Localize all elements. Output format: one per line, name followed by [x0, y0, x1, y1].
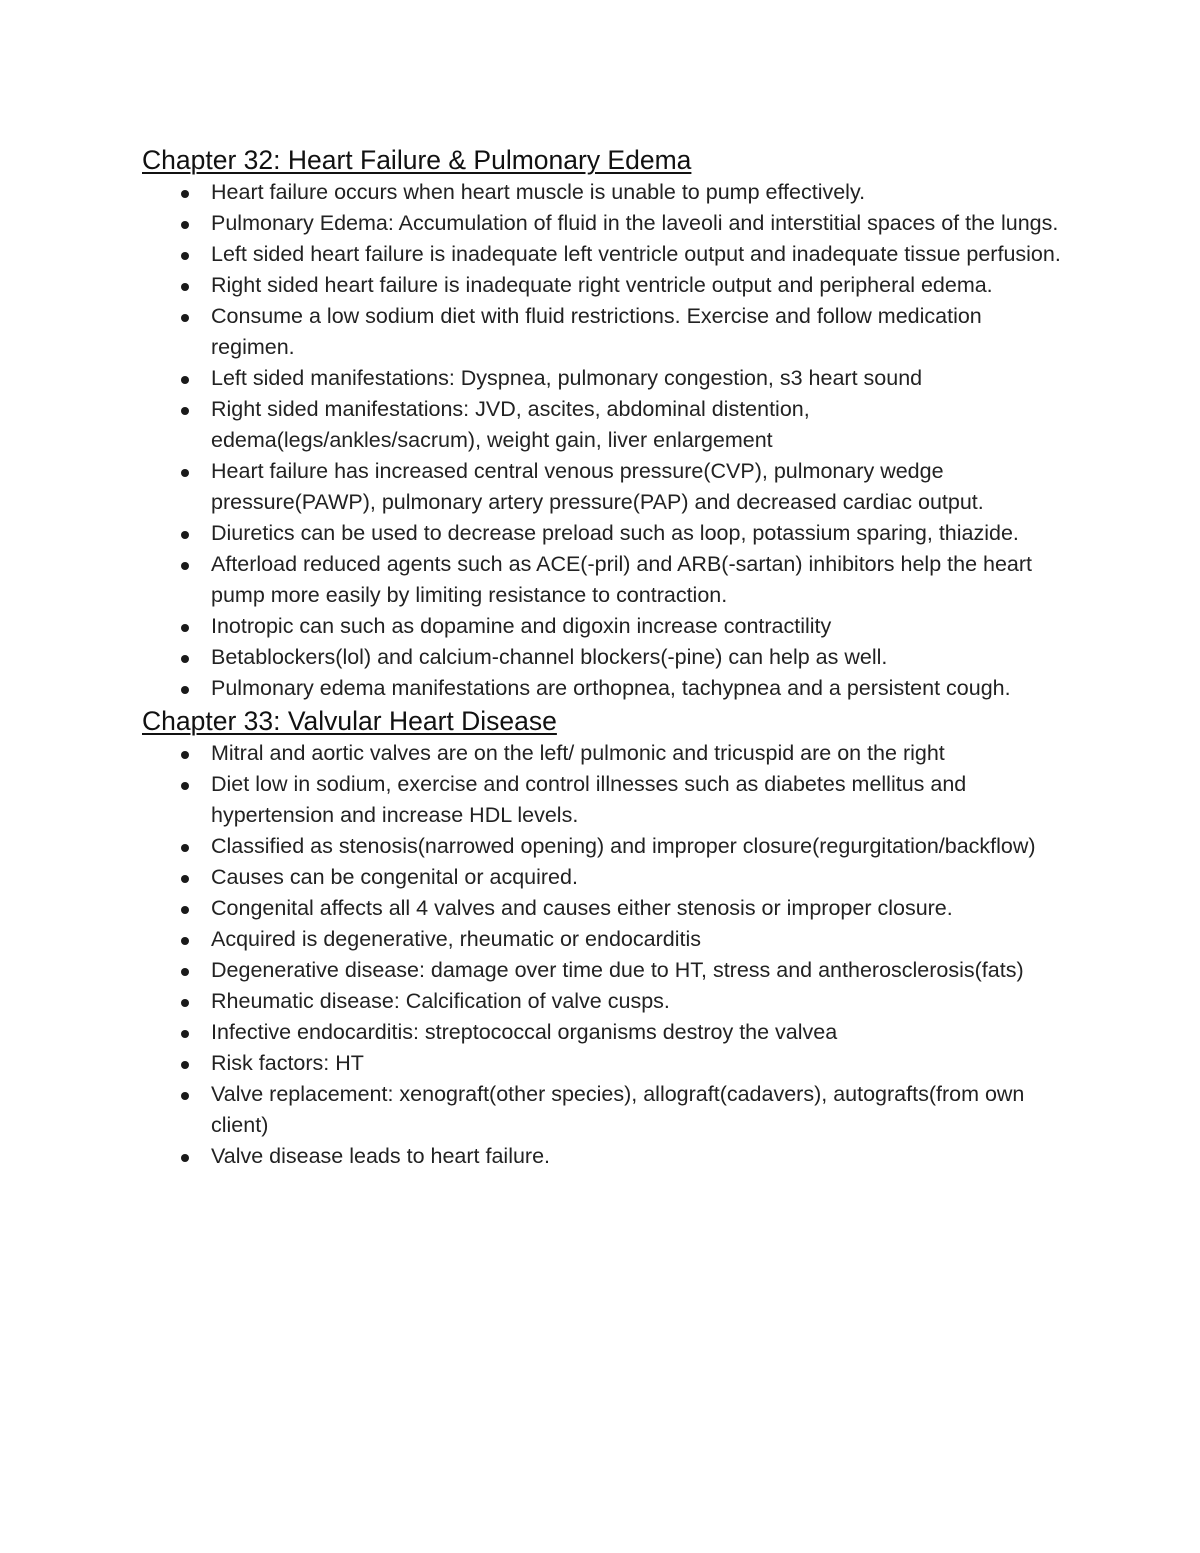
bullet-item	[142, 1017, 1062, 1048]
bullet-dot-icon	[181, 782, 189, 790]
bullet-item	[142, 986, 1062, 1017]
bullet-text: Rheumatic disease: Calcification of valve cusps.	[211, 989, 670, 1013]
bullet-text: Diet low in sodium, exercise and control illnesses such as diabetes mellitus and hypertension and increase HDL levels.	[211, 772, 967, 827]
bullet-dot-icon	[181, 531, 189, 539]
bullet-item	[142, 862, 1062, 893]
bullet-dot-icon	[181, 283, 189, 291]
bullet-item	[142, 1048, 1062, 1079]
chapter-33-section	[142, 704, 1062, 1172]
bullet-item	[142, 924, 1062, 955]
bullet-dot-icon	[181, 407, 189, 415]
bullet-dot-icon	[181, 252, 189, 260]
bullet-dot-icon	[181, 655, 189, 663]
bullet-text: Valve disease leads to heart failure.	[211, 1144, 551, 1168]
bullet-text: Afterload reduced agents such as ACE(-pril) and ARB(-sartan) inhibitors help the heart pump more easily by limiting resistance to contraction.	[211, 552, 1033, 607]
bullet-item	[142, 177, 1062, 208]
bullet-text: Risk factors: HT	[211, 1051, 364, 1075]
document-page	[142, 143, 1062, 1172]
bullet-dot-icon	[181, 844, 189, 852]
bullet-dot-icon	[181, 469, 189, 477]
bullet-dot-icon	[181, 221, 189, 229]
bullet-text: Congenital affects all 4 valves and causes either stenosis or improper closure.	[211, 896, 953, 920]
bullet-dot-icon	[181, 1030, 189, 1038]
bullet-text: Mitral and aortic valves are on the left/ pulmonic and tricuspid are on the right	[211, 741, 945, 765]
bullet-text: Infective endocarditis: streptococcal organisms destroy the valvea	[211, 1020, 838, 1044]
bullet-text: Classified as stenosis(narrowed opening) and improper closure(regurgitation/backflow)	[211, 834, 1036, 858]
bullet-dot-icon	[181, 906, 189, 914]
bullet-dot-icon	[181, 686, 189, 694]
bullet-text: Betablockers(lol) and calcium-channel blockers(-pine) can help as well.	[211, 645, 888, 669]
bullet-item	[142, 363, 1062, 394]
bullet-dot-icon	[181, 1154, 189, 1162]
chapter-32-heading: Chapter 32: Heart Failure & Pulmonary Edema	[142, 145, 692, 175]
bullet-dot-icon	[181, 624, 189, 632]
bullet-text: Right sided manifestations: JVD, ascites, abdominal distention, edema(legs/ankles/sacrum), weight gain, liver enlargement	[211, 397, 810, 452]
bullet-text: Consume a low sodium diet with fluid restrictions. Exercise and follow medication regimen.	[211, 304, 982, 359]
bullet-item	[142, 394, 1062, 456]
bullet-item	[142, 642, 1062, 673]
bullet-dot-icon	[181, 190, 189, 198]
bullet-text: Pulmonary Edema: Accumulation of fluid in the laveoli and interstitial spaces of the lungs.	[211, 211, 1059, 235]
bullet-dot-icon	[181, 968, 189, 976]
chapter-33-bullet-list	[142, 738, 1062, 1172]
bullet-item	[142, 738, 1062, 769]
bullet-item	[142, 208, 1062, 239]
bullet-text: Heart failure occurs when heart muscle is unable to pump effectively.	[211, 180, 866, 204]
bullet-text: Left sided heart failure is inadequate left ventricle output and inadequate tissue perfusion.	[211, 242, 1061, 266]
bullet-dot-icon	[181, 376, 189, 384]
bullet-item	[142, 673, 1062, 704]
bullet-dot-icon	[181, 1061, 189, 1069]
bullet-dot-icon	[181, 875, 189, 883]
bullet-item	[142, 549, 1062, 611]
bullet-dot-icon	[181, 1092, 189, 1100]
bullet-item	[142, 955, 1062, 986]
bullet-dot-icon	[181, 999, 189, 1007]
bullet-dot-icon	[181, 751, 189, 759]
bullet-item	[142, 893, 1062, 924]
bullet-dot-icon	[181, 937, 189, 945]
bullet-text: Causes can be congenital or acquired.	[211, 865, 578, 889]
bullet-item	[142, 456, 1062, 518]
bullet-text: Degenerative disease: damage over time due to HT, stress and antherosclerosis(fats)	[211, 958, 1024, 982]
bullet-text: Valve replacement: xenograft(other species), allograft(cadavers), autografts(from own client)	[211, 1082, 1025, 1137]
bullet-item	[142, 769, 1062, 831]
bullet-item	[142, 1079, 1062, 1141]
bullet-item	[142, 518, 1062, 549]
bullet-text: Pulmonary edema manifestations are orthopnea, tachypnea and a persistent cough.	[211, 676, 1011, 700]
bullet-dot-icon	[181, 562, 189, 570]
bullet-text: Heart failure has increased central venous pressure(CVP), pulmonary wedge pressure(PAWP), pulmonary artery pressure(PAP) and decreased cardiac output.	[211, 459, 984, 514]
bullet-item	[142, 831, 1062, 862]
bullet-item	[142, 611, 1062, 642]
bullet-text: Acquired is degenerative, rheumatic or endocarditis	[211, 927, 701, 951]
bullet-text: Inotropic can such as dopamine and digoxin increase contractility	[211, 614, 832, 638]
bullet-text: Right sided heart failure is inadequate right ventricle output and peripheral edema.	[211, 273, 993, 297]
bullet-text: Diuretics can be used to decrease preload such as loop, potassium sparing, thiazide.	[211, 521, 1019, 545]
bullet-item	[142, 1141, 1062, 1172]
bullet-text: Left sided manifestations: Dyspnea, pulmonary congestion, s3 heart sound	[211, 366, 923, 390]
bullet-item	[142, 270, 1062, 301]
chapter-33-heading: Chapter 33: Valvular Heart Disease	[142, 706, 557, 736]
chapter-32-bullet-list	[142, 177, 1062, 704]
chapter-32-section	[142, 143, 1062, 704]
bullet-item	[142, 239, 1062, 270]
bullet-dot-icon	[181, 314, 189, 322]
bullet-item	[142, 301, 1062, 363]
